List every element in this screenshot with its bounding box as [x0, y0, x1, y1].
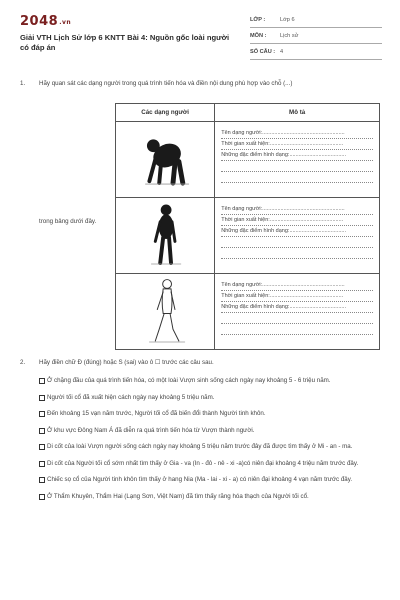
statement-text: Người tối cổ đã xuất hiện cách ngày nay khoảng 5 triệu năm.: [47, 393, 215, 401]
meta-label: LỚP :: [250, 16, 266, 23]
statement-text: Ở chặng đầu của quá trình tiến hóa, có một loài Vượn sinh sống cách ngày nay khoảng 5 - 6 triệu năm.: [47, 377, 331, 384]
statement-text: Di cốt của loài Vượn người sống cách ngày nay khoảng 5 triệu năm trước đây đã được tìm thấy ở Mi - an - ma.: [47, 443, 353, 450]
answer-checkbox[interactable]: [39, 378, 45, 384]
figure-cell: [116, 198, 215, 274]
answer-checkbox[interactable]: [39, 444, 45, 450]
site-logo[interactable]: [20, 14, 71, 29]
time-line[interactable]: Thời gian xuất hiện:................................................: [221, 215, 373, 226]
question-number: 1.: [20, 80, 26, 87]
blank-line[interactable]: [221, 324, 373, 335]
statement-text: Chiếc sọ cổ của Người tinh khôn tìm thấy ở hang Nia (Ma - lai - xi - a) có niên đại khoảng 4 vạn năm trước đây.: [47, 476, 353, 483]
statement-text: Ở khu vực Đông Nam Á đã diễn ra quá trình tiến hóa từ Vượn thành người.: [47, 426, 255, 434]
table-row: [116, 274, 380, 350]
list-item: [39, 376, 379, 387]
description-cell: [215, 274, 380, 350]
statement-text: Di cốt của Người tối cổ sớm nhất tìm thấy ở Gia - va (In - đô - nê - xi -a)có niên đại khoảng 4 triệu năm trước đây.: [47, 459, 359, 467]
answer-checkbox[interactable]: [39, 494, 45, 500]
description-cell: [215, 122, 380, 198]
table-row: [116, 122, 380, 198]
table-row: [116, 198, 380, 274]
evolution-table: [115, 103, 380, 350]
blank-line[interactable]: [221, 172, 373, 183]
answer-checkbox[interactable]: [39, 461, 45, 467]
early-human-figure-icon: [116, 198, 214, 273]
meta-label: SỐ CÂU :: [250, 48, 276, 55]
logo-suffix: .vn: [59, 19, 72, 26]
answer-checkbox[interactable]: [39, 428, 45, 434]
meta-box: [250, 12, 382, 60]
list-item: [39, 459, 379, 470]
figure-cell: [116, 122, 215, 198]
description-cell: [215, 198, 380, 274]
statement-text: Đến khoảng 15 vạn năm trước, Người tối cổ đã biến đổi thành Người tinh khôn.: [47, 410, 266, 417]
list-item: [39, 492, 379, 503]
question-number: 2.: [20, 359, 26, 366]
blank-line[interactable]: [221, 313, 373, 324]
list-item: [39, 442, 379, 453]
answer-checkbox[interactable]: [39, 395, 45, 401]
blank-line[interactable]: [221, 237, 373, 248]
features-line[interactable]: Những đặc điểm hình dạng:.....................................: [221, 150, 373, 161]
question-continuation: trong bảng dưới đây.: [39, 218, 97, 225]
column-header-forms: Các dạng người: [116, 104, 215, 122]
time-line[interactable]: Thời gian xuất hiện:................................................: [221, 291, 373, 302]
meta-row-subject: [250, 28, 382, 44]
question-text: Hãy quan sát các dạng người trong quá trình tiến hóa và điền nội dung phù hợp vào chỗ (...): [39, 80, 293, 87]
form-name-line[interactable]: Tên dạng người:......................................................: [221, 280, 373, 291]
modern-human-figure-icon: [116, 274, 214, 349]
meta-row-class: [250, 12, 382, 28]
meta-value: 4: [280, 48, 284, 55]
features-line[interactable]: Những đặc điểm hình dạng:.....................................: [221, 302, 373, 313]
statement-list: [39, 376, 379, 502]
statement-text: Ở Thẩm Khuyên, Thẩm Hai (Lạng Sơn, Việt Nam) đã tìm thấy răng hóa thạch của Người tối cổ.: [47, 492, 309, 500]
meta-row-question-count: [250, 44, 382, 60]
meta-label: MÔN :: [250, 32, 267, 39]
features-line[interactable]: Những đặc điểm hình dạng:.....................................: [221, 226, 373, 237]
blank-line[interactable]: [221, 161, 373, 172]
logo-text: 2048: [20, 14, 59, 29]
list-item: [39, 426, 379, 437]
meta-value: Lịch sử: [280, 32, 299, 39]
column-header-description: Mô tả: [215, 104, 380, 122]
question-text: Hãy điền chữ Đ (đúng) hoặc S (sai) vào ô ☐ trước các câu sau.: [39, 359, 214, 366]
list-item: [39, 475, 379, 486]
list-item: [39, 393, 379, 404]
blank-line[interactable]: [221, 248, 373, 259]
list-item: [39, 409, 379, 420]
figure-cell: [116, 274, 215, 350]
document-title: Giải VTH Lịch Sử lớp 6 KNTT Bài 4: Nguồn gốc loài người có đáp án: [20, 33, 230, 52]
page-header: [0, 0, 400, 62]
form-name-line[interactable]: Tên dạng người:......................................................: [221, 128, 373, 139]
form-name-line[interactable]: Tên dạng người:......................................................: [221, 204, 373, 215]
answer-checkbox[interactable]: [39, 411, 45, 417]
answer-checkbox[interactable]: [39, 477, 45, 483]
ape-figure-icon: [116, 122, 214, 197]
time-line[interactable]: Thời gian xuất hiện:................................................: [221, 139, 373, 150]
meta-value: Lớp 6: [280, 16, 295, 23]
